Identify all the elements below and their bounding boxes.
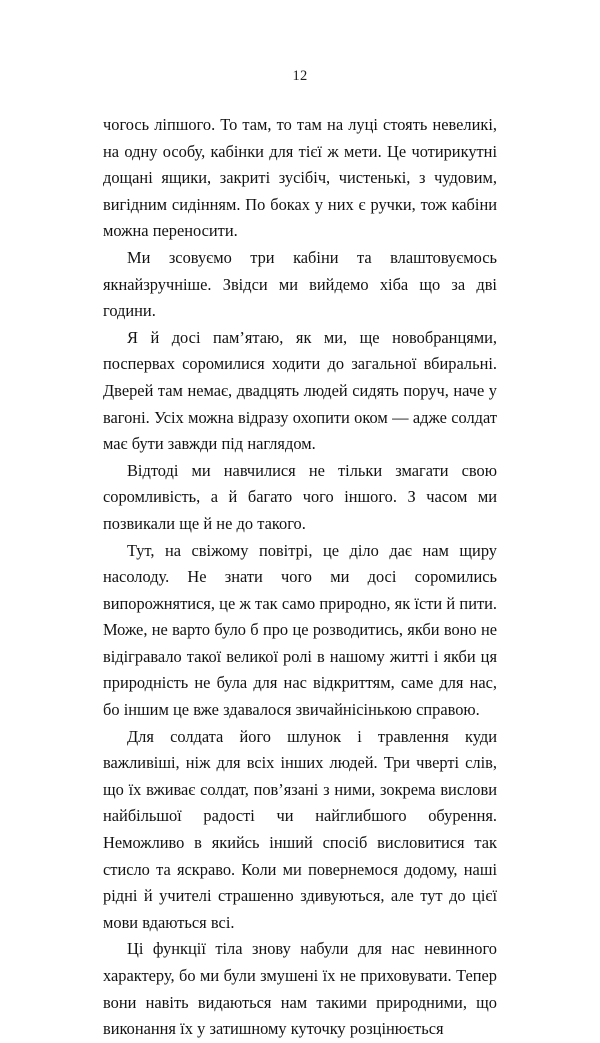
paragraph: Для солдата його шлунок і травлення куди важливіші, ніж для всіх інших людей. Три чверті слів, що їх вживає солдат, пов’язані з ними, зокрема вислови найбільшої радості чи найглибшого обурення. Неможливо в якийсь інший спосіб висловитися так стисло та яскраво. Коли ми повернемося додому, наші рідні й учителі страшенно здивуються, але тут до цієї мови вдаються всі.	[103, 726, 497, 932]
paragraph: Я й досі пам’ятаю, як ми, ще новобранцями, поспервах соромилися ходити до загальної вбиральні. Дверей там немає, двадцять людей сидять поруч, наче у вагоні. Усіх можна відразу охопити оком — адже солдат має бути завжди під наглядом.	[103, 327, 497, 454]
paragraph: Ці функції тіла знову набули для нас невинного характеру, бо ми були змушені їх не приховувати. Тепер вони навіть видаються нам такими природними, що виконання їх у затишному куточку розцінюється	[103, 939, 497, 1039]
page-number: 12	[292, 68, 308, 84]
paragraph: Ми зсовуємо три кабіни та влаштовуємось якнайзручніше. Звідси ми вийдемо хіба що за дві години.	[103, 247, 497, 321]
paragraph: Відтоді ми навчилися не тільки змагати свою соромливість, а й багато чого іншого. З часом ми позвикали ще й не до такого.	[103, 460, 497, 533]
body-text-block	[103, 112, 497, 1043]
paragraph: чогось ліпшого. То там, то там на луці стоять невеликі, на одну особу, кабінки для тієї ж мети. Це чотирикутні дощані ящики, закриті зусібіч, чистенькі, з чудовим, вигідним сидінням. По боках у них є ручки, тож кабіни можна переносити.	[103, 115, 497, 241]
paragraph: Тут, на свіжому повітрі, це діло дає нам щиру насолоду. Не знати чого ми досі соромились випорожнятися, це ж так само природно, як їсти й пити. Може, не варто було б про це розводитись, якби воно не відігравало такої великої ролі в нашому житті і якби ця природність не була для нас відкриттям, саме для нас, бо іншим це вже здавалося звичайнісінькою справою.	[103, 540, 497, 720]
